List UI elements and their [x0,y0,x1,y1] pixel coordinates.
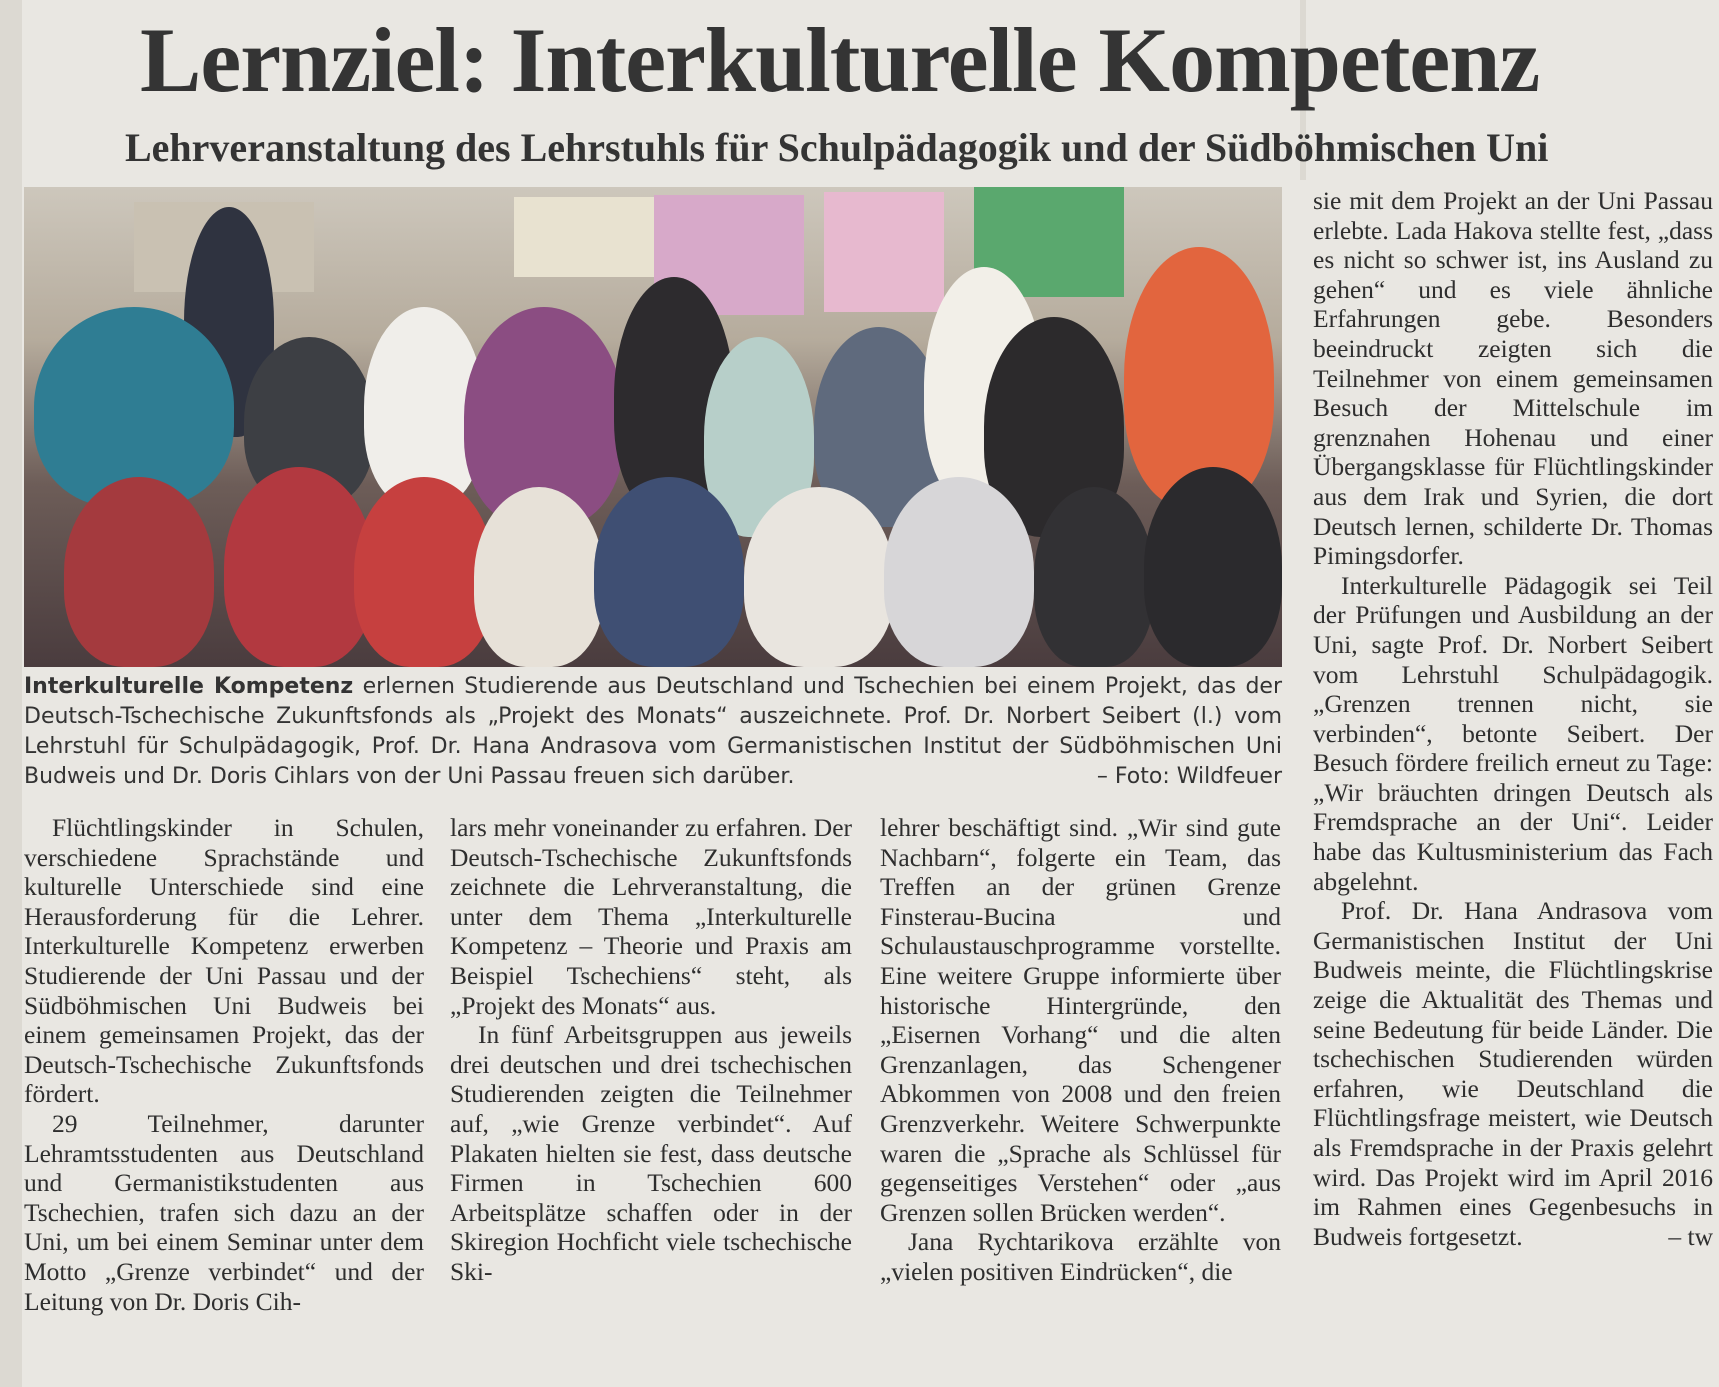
paragraph: 29 Teilnehmer, darunter Lehramtsstudenten aus Deutschland und Germanistikstudenten aus Tschechien, trafen sich dazu an der Uni, um bei einem Seminar unter dem Motto „Grenze verbindet“ und der Leitung von Dr. Doris Cih- [24,1108,424,1316]
person [224,467,374,667]
photo-caption [24,672,1282,792]
photo-credit: – Foto: Wildfeuer [1096,764,1282,789]
caption-text: erlernen Studierende aus Deutschland und Tschechien bei einem Projekt, das der Deutsch-Tschechische Zukunftsfonds als „Projekt des Monats“ auszeichnete. Prof. Dr. Norbert Seibert (l.) vom Lehrstuhl für Schulpädagogik, Prof. Dr. Hana Andrasova vom Germanistischen Institut der Südböhmischen Uni Budweis und Dr. Doris Cihlars von der Uni Passau freuen sich darüber. [24,674,1283,789]
paragraph-text: Prof. Dr. Hana Andrasova vom Germanistischen Institut der Uni Budweis meinte, die Flüchtlingskrise zeige die Aktualität des Themas und seine Bedeutung für beide Länder. Die tschechischen Studierenden würden erfahren, wie Deutschland die Flüchtlingsfrage meistert, wie Deutsch als Fremdsprache in der Praxis gelehrt wird. Das Projekt wird im April 2016 im Rahmen eines Gegenbesuchs in Budweis fortgesetzt. [1313,896,1713,1251]
person [1144,467,1282,667]
paragraph: In fünf Arbeitsgruppen aus jeweils drei deutschen und drei tschechischen Studierenden zeigten die Teilnehmer auf, „wie Grenze verbindet“. Auf Plakaten hielten sie fest, dass deutsche Firmen in Tschechien 600 Arbeitsplätze schaffen oder in der Skiregion Hochficht viele tschechische Ski- [450,1020,852,1286]
article-column-2 [450,813,852,1373]
subheadline: Lehrveranstaltung des Lehrstuhls für Schulpädagogik und der Südböhmischen Uni [125,125,1549,170]
person [884,477,1034,667]
paragraph: lehrer beschäftigt sind. „Wir sind gute Nachbarn“, folgerte ein Team, das Treffen an der grünen Grenze Finsterau-Bucina und Schulaustauschprogramme vorstellte. Eine weitere Gruppe informierte über historische Hintergründe, den „Eisernen Vorhang“ und die alten Grenzanlagen, das Schengener Abkommen von 2008 und den freien Grenzverkehr. Weitere Schwerpunkte waren die „Sprache als Schlüssel für gegenseitiges Verstehen“ oder „aus Grenzen sollen Brücken werden“. [880,813,1281,1227]
group-photo [24,187,1282,667]
poster [824,192,944,312]
paragraph: Interkulturelle Pädagogik sei Teil der Prüfungen und Ausbildung an der Uni, sagte Prof. Dr. Norbert Seibert vom Lehrstuhl Schulpädagogik. „Grenzen trennen nicht, sie verbinden“, betonte Seibert. Der Besuch fördere freilich erneut zu Tage: „Wir bräuchten dringen Deutsch als Fremdsprache an der Uni“. Leider habe das Kultusministerium das Fach abgelehnt. [1313,570,1713,896]
paragraph: Flüchtlingskinder in Schulen, verschiedene Sprachstände und kulturelle Unterschiede sind eine Herausforderung für die Lehrer. Interkulturelle Kompetenz erwerben Studierende der Uni Passau und der Südböhmischen Uni Budweis bei einem gemeinsamen Projekt, das der Deutsch-Tschechische Zukunftsfonds fördert. [24,813,424,1109]
poster [514,197,654,277]
article-column-3 [880,813,1281,1373]
person [474,487,604,667]
person [1034,487,1154,667]
person [594,477,744,667]
headline: Lernziel: Interkulturelle Kompetenz [140,9,1540,111]
person [354,477,494,667]
author-signature: – tw [1668,1221,1713,1251]
person [744,487,894,667]
article-column-4 [1313,186,1713,1376]
neighbor-article-scrap-left [0,0,22,1387]
paragraph: Jana Rychtarikova erzählte von „vielen positiven Eindrücken“, die [880,1227,1281,1286]
person [64,477,214,667]
article-column-1 [24,813,424,1373]
caption-lead: Interkulturelle Kompetenz [24,674,354,699]
paragraph [1313,896,1713,1251]
paragraph: lars mehr voneinander zu erfahren. Der Deutsch-Tschechische Zukunftsfonds zeichnete die Lehrveranstaltung, die unter dem Thema „Interkulturelle Kompetenz – Theorie und Praxis am Beispiel Tschechiens“ steht, als „Projekt des Monats“ aus. [450,813,852,1020]
paragraph: sie mit dem Projekt an der Uni Passau erlebte. Lada Hakova stellte fest, „dass es nicht so schwer ist, ins Ausland zu gehen“ und es viele ähnliche Erfahrungen gebe. Besonders beeindruckt zeigten sich die Teilnehmer von einem gemeinsamen Besuch der Mittelschule im grenznahen Hohenau und einer Übergangsklasse für Flüchtlingskinder aus dem Irak und Syrien, die dort Deutsch lernen, schilderte Dr. Thomas Pimingsdorfer. [1313,186,1713,571]
